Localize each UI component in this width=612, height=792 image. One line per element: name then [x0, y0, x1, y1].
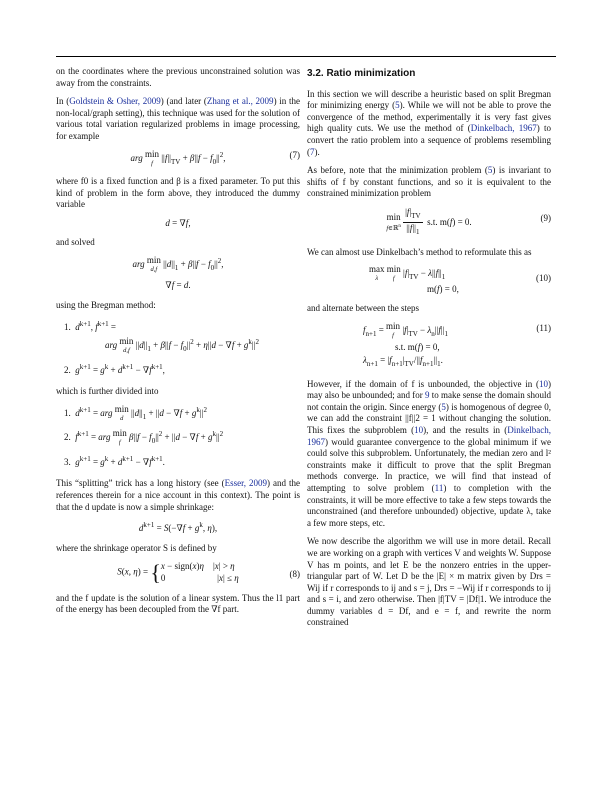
paragraph: where the shrinkage operator S is defined by: [56, 542, 217, 553]
section-heading: 3.2. Ratio minimization: [307, 68, 416, 79]
list-item: 2. $g^{k+1} = g^k + d^{k+1} - \nabla f^{k+1}$,: [64, 362, 165, 375]
paragraph: where f0 is a fixed function and β is a fixed parameter. To put this kind of problem in the form above, they introduced the dummy variable: [56, 176, 300, 210]
paragraph: We now describe the algorithm we will use in more detail. Recall we are working on a graph with vertices V and weights W. Suppose V has m points, and let E be the nonzero entries in the upper-triangular part of W. Let D be the |E| × m matrix given by Drs = Wij if r corresponds to ij and s = j, Drs = −Wij if r corresponds to ij and s = i, and zero otherwise. Then |f|TV = |Df|1. We introduce the dummy variables d = Df, and e = f, and rewrite the norm constrained: [307, 536, 551, 628]
citation-link[interactable]: Dinkelbach, 1967: [307, 424, 552, 447]
equation-constraint: ∇f = d.: [165, 280, 191, 291]
paragraph: In (Goldstein & Osher, 2009) (and later (Zhang et al., 2009) in the non-local/graph setting), this technique was used for the solution of various total variation regularized problems in image processing, for example: [56, 96, 300, 141]
equation-ref-link[interactable]: 10: [414, 424, 424, 435]
equation-11: $f_{n+1} = \min$ f $|f|_{TV} - \lambda_n||f||_1$ s.t. m(f) = 0, $\lambda_{n+1} = |f_{n+1}|_{TV}/||f_{n+1}||_1$. (11): [363, 320, 551, 368]
paragraph: However, if the domain of f is unbounded, the objective in (10) may also be unbounded; and for 9 to make sense the domain should not contain the origin. Since energy (5) is homogenous of degree 0, we can add the constraint ||f||2 = 1 without changing the solution. This fixes the subproblem (10), and the results in (Dinkelbach, 1967) would guarantee convergence to the global minimum if we could solve this subproblem. Unfortunately, the median zero and l² constraints make it difficult to prove that the split Bregman methods converge. In practice, we will find that instead of attempting to solve problem (11) to completion with the constraints, it will be more effective to take a few steps towards the unconstrained (and therefore unbounded) objective, update λ, take a few more steps, etc.: [307, 378, 552, 528]
paragraph: As before, note that the minimization problem (5) is invariant to shifts of f by constant functions, and so it is equivalent to the constrained minimization problem: [307, 165, 551, 199]
list-item: 2. $f^{k+1}$ = arg min f $\beta||f - f_0||^2 + ||d - \nabla f + g^k||^2$: [64, 428, 224, 447]
top-rule: [56, 56, 556, 57]
equation-shrink: $d^{k+1} = S(-\nabla f + g^k$, η),: [138, 521, 218, 534]
equation-dummy: d = ∇f,: [165, 217, 191, 228]
citation-link[interactable]: Zhang et al., 2009: [206, 96, 274, 107]
paragraph: using the Bregman method:: [56, 300, 156, 311]
paragraph: We can almost use Dinkelbach’s method to reformulate this as: [307, 246, 532, 257]
split-list: [56, 405, 300, 469]
equation-ref-link[interactable]: 7: [310, 146, 315, 157]
citation-link[interactable]: Goldstein & Osher, 2009: [69, 96, 161, 107]
list-item: 3. $g^{k+1} = g^k + d^{k+1} - \nabla f^{k+1}$.: [64, 454, 165, 467]
right-column: [307, 66, 551, 636]
paragraph: and alternate between the steps: [307, 303, 419, 314]
equation-7: arg min f $||f||_{TV} + \beta||f - f_0||^2$, (7): [130, 148, 300, 167]
equation-10: max λ min f $|f|_{TV} - \lambda||f||_1$ m(f) = 0, (10): [369, 264, 551, 294]
equation-ref-link[interactable]: 5: [395, 100, 400, 111]
equation-ref-link[interactable]: 5: [487, 165, 493, 176]
bregman-list: [56, 319, 300, 377]
citation-link[interactable]: Esser, 2009: [224, 478, 267, 489]
paragraph: In this section we will describe a heuristic based on split Bregman for minimizing energy (5). While we will not be able to prove the convergence of the method, experimentally it is very fast gives high quality cuts. We use the method of (Dinkelbach, 1967) to convert the ratio problem into a sequence of problems resembling (7).: [307, 88, 552, 157]
list-item: 1. $d^{k+1}$ = arg min d $||d||_1 + ||d - \nabla f + g^k||^2$: [64, 403, 207, 422]
paragraph: This “splitting” trick has a long history (see (Esser, 2009) and the references therein for a nice account in this context). The point is that the d update is now a simple shrinkage:: [56, 478, 300, 512]
citation-link[interactable]: Dinkelbach, 1967: [470, 123, 537, 134]
paragraph: and solved: [56, 237, 95, 248]
paragraph: which is further divided into: [56, 386, 159, 397]
equation-ref-link[interactable]: 11: [434, 482, 444, 493]
equation-step1: arg min d,f $||d||_1 + \beta||f - f_0||^2 + \eta||d - \nabla f + g^k||^2$: [104, 336, 260, 355]
equation-9: min f∈ℝ$^n$ $\frac{|f|_{TV}}{||f||_1}$ s.t. m(f) = 0. (9): [386, 206, 551, 237]
equation-ref-link[interactable]: 5: [441, 401, 446, 412]
equation-8: S(x, η) = {x − sign(x)η |x| > η 0 |x| ≤ η (8): [117, 559, 300, 585]
paragraph: and the f update is the solution of a linear system. Thus the l1 part of the energy has been decoupled from the ∇f part.: [56, 592, 300, 615]
left-column: [56, 66, 300, 623]
list-item: 1. $d^{k+1}$, $f^{k+1}$ = arg min d,f $||d||_1 + \beta||f - f_0||^2 + \eta||d - \nabla f + g^k||^2$: [64, 319, 300, 356]
equation-solve: arg min d,f $||d||_1 + \beta||f - f_0||^2$,: [132, 254, 224, 273]
paragraph: on the coordinates where the previous unconstrained solution was away from the constraints.: [56, 66, 300, 88]
equation-ref-link[interactable]: 9: [425, 390, 430, 401]
equation-ref-link[interactable]: 10: [539, 378, 548, 389]
